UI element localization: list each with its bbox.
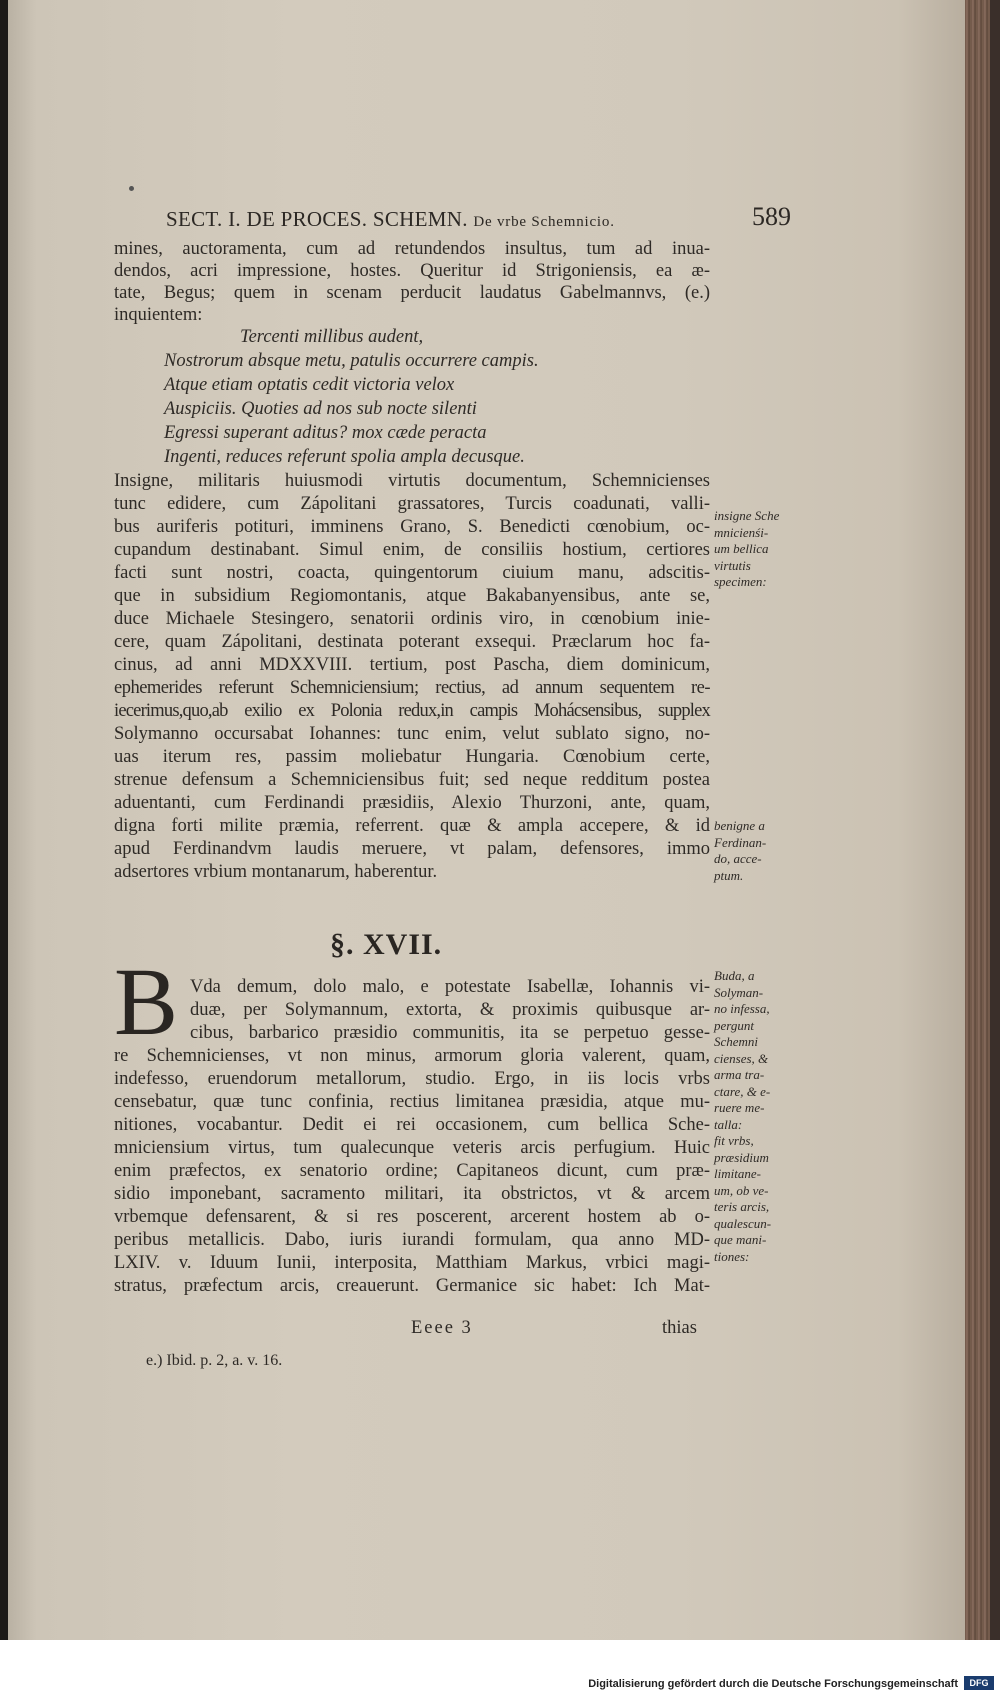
margin-line: talla: — [714, 1116, 743, 1132]
margin-line: specimen: — [714, 574, 767, 589]
text-line: peribus metallicis. Dabo, iuris iurandi formulam, qua anno MD- — [114, 1230, 710, 1250]
text-line: dendos, acri impressione, hostes. Queritur id Strigoniensis, ea æ- — [114, 261, 710, 281]
text-line: LXIV. v. Iduum Iunii, interposita, Matthiam Markus, vrbici magi- — [114, 1253, 710, 1273]
text-line: Insigne, militaris huiusmodi virtutis documentum, Schemnicienses — [114, 471, 710, 491]
dfg-logo: DFG — [964, 1676, 994, 1690]
section-heading: §. XVII. — [330, 928, 443, 961]
text-line: tunc edidere, cum Zápolitani grassatores, Turcis coadunati, valli- — [114, 494, 710, 514]
margin-line: tiones: — [714, 1248, 750, 1264]
footnote: e.) Ibid. p. 2, a. v. 16. — [146, 1352, 283, 1369]
margin-note-virtue — [714, 508, 779, 591]
text-line: uas iterum res, passim moliebatur Hungaria. Cœnobium certe, — [114, 747, 710, 767]
catchword: thias — [662, 1318, 697, 1338]
digitization-credit: Digitalisierung gefördert durch die Deutsche Forschungsgemeinschaft — [588, 1678, 958, 1690]
margin-line: Schemni — [714, 1034, 759, 1049]
text-line: sidio imponebant, sacramento militari, ita obstrictos, vt & arcem — [114, 1184, 710, 1204]
page-number: 589 — [752, 202, 791, 231]
margin-line: arma tra- — [714, 1067, 765, 1082]
text-line: censebatur, quæ tunc confinia, rectius limitanea præsidia, atque mu- — [114, 1092, 710, 1112]
text-line: re Schemnicienses, vt non minus, armorum gloria valerent, quam, — [114, 1046, 710, 1066]
margin-line: qualescun- — [714, 1215, 772, 1231]
margin-line: insigne Sche — [714, 508, 780, 523]
text-line: nitiones, vocabantur. Dedit ei rei occasionem, cum bellica Sche- — [114, 1115, 710, 1135]
text-line: tate, Begus; quem in scenam perducit laudatus Gabelmannvs, (e.) — [114, 283, 710, 303]
drop-cap: B — [114, 948, 179, 1055]
text-line: stratus, præfectum arcis, creauerunt. Germanice sic habet: Ich Mat- — [114, 1276, 710, 1296]
margin-line: fit vrbs, — [714, 1133, 754, 1148]
text-line: enim præfectos, ex senatorio ordine; Capitaneos dicunt, cum præ- — [114, 1161, 710, 1181]
running-header — [166, 207, 615, 232]
text-line: apud Ferdinandvm laudis meruere, vt palam, defensores, immo — [114, 839, 710, 859]
margin-line: ruere me- — [714, 1100, 765, 1115]
margin-line: limitane- — [714, 1166, 761, 1181]
margin-line: ptum. — [714, 867, 744, 883]
text-line: cere, quam Zápolitani, destinata poterant exsequi. Præclarum hoc fa- — [114, 632, 710, 652]
margin-note-ferdinand — [714, 818, 766, 884]
text-line: Solymanno occursabat Iohannes: tunc enim, velut sublato signo, no- — [114, 724, 710, 744]
margin-line: no infessa, — [714, 1001, 770, 1016]
text-line: mines, auctoramenta, cum ad retundendos insultus, tum ad inua- — [114, 239, 710, 259]
margin-line: que mani- — [714, 1232, 767, 1247]
page-edge-shadow — [990, 0, 1000, 1640]
text-line: duce Michaele Stesingero, senatorii ordinis viro, in cœnobium inie- — [114, 609, 710, 629]
poem-line: Tercenti millibus audent, — [240, 327, 424, 347]
margin-line: do, acce- — [714, 851, 762, 866]
poem-line: Egressi superant aditus? mox cæde peracta — [164, 423, 487, 443]
text-line: cibus, barbarico præsidio communitis, ita se perpetuo gesse- — [190, 1023, 710, 1043]
text-line: ephemerides referunt Schemniciensium; rectius, ad annum sequentem re- — [114, 678, 710, 698]
text-line: indefesso, eruendorum metallorum, studio. Ergo, in iis locis vrbs — [114, 1069, 710, 1089]
text-line: vrbemque defensarent, & si res poscerent, arcerent hostem ab o- — [114, 1207, 710, 1227]
text-line: mniciensium virtus, tum qualecunque veteris arcis perfugium. Huic — [114, 1138, 710, 1158]
margin-line: virtutis — [714, 557, 751, 573]
text-line: inquientem: — [114, 305, 203, 325]
margin-line: Solyman- — [714, 984, 764, 1000]
text-line: duæ, per Solymannum, extorta, & proximis quibusque ar- — [190, 1000, 710, 1020]
text-line: strenue defensum a Schemniciensibus fuit; sed neque redditum postea — [114, 770, 710, 790]
text-line: que in subsidium Regiomontanis, atque Bakabanyensibus, ante se, — [114, 586, 710, 606]
margin-line: um, ob ve- — [714, 1182, 769, 1198]
text-line: iecerimus,quo,ab exilio ex Polonia redux,in campis Mohácsensibus, supplex — [114, 701, 710, 721]
header-section: SECT. I. DE PROCES. SCHEMN. — [166, 207, 468, 231]
margin-line: teris arcis, — [714, 1199, 770, 1214]
margin-line: Buda, a — [714, 968, 755, 983]
text-line: digna forti milite præmia, referrent. quæ & ampla accepere, & id — [114, 816, 710, 836]
text-line: cupandum destinabant. Simul enim, de consiliis hostium, certiores — [114, 540, 710, 560]
text-line: facti sunt nostri, coacta, quingentorum ciuium manu, adscitis- — [114, 563, 710, 583]
margin-line: ctare, & e- — [714, 1083, 771, 1099]
poem-line: Atque etiam optatis cedit victoria velox — [164, 375, 455, 395]
margin-note-buda — [714, 968, 771, 1265]
signature-mark: Eeee 3 — [411, 1318, 473, 1338]
margin-line: præsidium — [714, 1149, 769, 1165]
text-line: aduentanti, cum Ferdinandi præsidiis, Alexio Thurzoni, ante, quam, — [114, 793, 710, 813]
scan-frame — [0, 0, 8, 1640]
poem-line: Ingenti, reduces referunt spolia ampla decusque. — [164, 447, 525, 467]
margin-line: cienses, & — [714, 1050, 769, 1066]
text-line: cinus, ad anni MDXXVIII. tertium, post Pascha, diem dominicum, — [114, 655, 710, 675]
margin-line: benigne a — [714, 818, 765, 833]
text-line: bus auriferis potituri, imminens Grano, S. Benedicti cœnobium, oc- — [114, 517, 710, 537]
poem-line: Auspiciis. Quoties ad nos sub nocte silenti — [164, 399, 477, 419]
header-subject: De vrbe Schemnicio. — [473, 214, 615, 230]
margin-line: Ferdinan- — [714, 834, 767, 850]
margin-line: pergunt — [714, 1017, 754, 1033]
text-line: adsertores vrbium montanarum, haberentur. — [114, 862, 438, 882]
margin-line: mnicienśi- — [714, 524, 769, 540]
poem-line: Nostrorum absque metu, patulis occurrere campis. — [164, 351, 539, 371]
text-line: Vda demum, dolo malo, e potestate Isabellæ, Iohannis vi- — [190, 977, 710, 997]
margin-line: um bellica — [714, 541, 769, 556]
ink-dot — [129, 186, 134, 191]
